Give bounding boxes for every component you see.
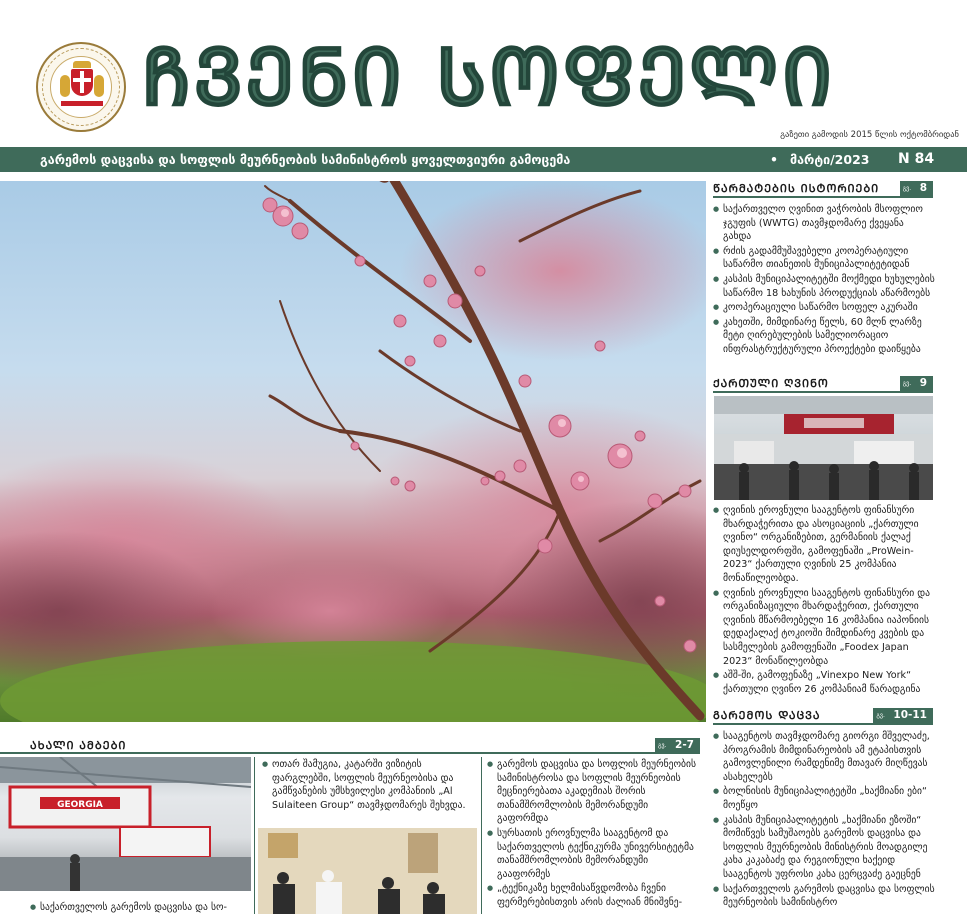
- list-item: ● საქართველო ღვინით ვაჭრობის მსოფლიო ჯგუფის (WWTG) თავმჯდომარე ქვეყანა გახდა: [713, 203, 935, 244]
- list-item: ● გარემოს დაცვისა და სოფლის მეურნეობის სამინისტროსა და სოფლის მეურნეობის მეცნიერებათა აკადემიას შორის თანამშრომლობის მემორანდუმი გაფორმდა: [487, 758, 702, 826]
- issue-number: N 84: [898, 151, 935, 167]
- environment-list: [713, 730, 935, 911]
- blossom-branch-illustration: [0, 181, 706, 722]
- list-item: ● „ტექნიკაზე ხელმისაწვდომობა ჩვენი ფერმერებისთვის არის ძალიან მნიშვნე-: [487, 882, 702, 909]
- list-item: ● საქართველოს გარემოს დაცვისა და სოფლის მეურნეობის სამინისტრო: [713, 883, 935, 910]
- list-item: ● კახეთში, მიმდინარე წელს, 60 მლნ ლარზე მეტი ღირებულების სამელიორაციო ინფრასტრუქტურული პროექტები დაიწყება: [713, 316, 935, 357]
- georgian-wine-list: [713, 504, 935, 697]
- list-item: ● კოოპერაციული საწარმო სოფელ აკურაში: [713, 301, 935, 315]
- issue-date: მარტი/2023: [790, 152, 870, 167]
- list-item: ● ოთარ შამუგია, კატარში ვიზიტის ფარგლებში, სოფლის მეურნეობისა და გამწვანების უმსხვილესი კომპანიის „Al Sulaiteen Group“ თავმჯდომარეს შეხვდა.: [262, 758, 476, 812]
- booth-sign-text: GEORGIA: [57, 800, 103, 810]
- newspaper-title: ᲩᲕᲔᲜᲘ ᲡᲝᲤᲔᲚᲘ: [142, 32, 836, 123]
- section-title: ᲬᲐᲠᲛᲐᲢᲔᲑᲘᲡ ᲘᲡᲢᲝᲠᲘᲔᲑᲘ: [713, 182, 880, 195]
- section-header-georgian-wine: [713, 376, 933, 393]
- wine-expo-photo: [714, 396, 933, 500]
- page-badge: გვ. 10-11: [873, 708, 933, 723]
- list-item: ● სააგენტოს თავმჯდომარე გიორგი მშველაძე, პროგრამის მიმდინარეობის ამ ეტაპისთვის გამოვლენილი რამდენიმე მთავარ მიღწევას ასახელებს: [713, 730, 935, 784]
- section-header-news: [0, 738, 700, 754]
- list-item: ● სურსათის ეროვნულმა სააგენტომ და საქართველოს ტექნიკურმა უნივერსიტეტმა თანამშრომლობის მემორანდუმი გააფორმეს: [487, 827, 702, 881]
- list-item: ● ბოლნისის მუნიციპალიტეტში „ხაქმიანი ები“ მოეწყო: [713, 785, 935, 812]
- section-header-environment: [713, 708, 933, 725]
- masthead-band: [0, 147, 967, 172]
- band-separator: •: [770, 152, 778, 167]
- list-item: ● აშშ-ში, გამოფენაზე „Vinexpo New York“ ქართული ღვინო 26 კომპანიამ წარადგინა: [713, 669, 935, 696]
- section-header-success-stories: [713, 181, 933, 198]
- ministry-seal-logo: [36, 42, 126, 132]
- publisher-subtitle: გარემოს დაცვისა და სოფლის მეურნეობის სამინისტროს ყოველთვიური გამოცემა: [40, 152, 571, 167]
- list-item: ● საქართველოს გარემოს დაცვისა და სო-: [30, 901, 252, 914]
- page-badge: გვ. 2-7: [655, 738, 700, 753]
- column-divider: [481, 757, 482, 914]
- georgia-expo-booth-photo: [0, 757, 251, 891]
- section-title: ᲐᲮᲐᲚᲘ ᲐᲛᲑᲔᲑᲘ: [30, 739, 127, 752]
- cover-photo-blossom-branch: [0, 181, 706, 722]
- list-item: ● ღვინის ეროვნული სააგენტოს ფინანსური მხარდაჭერითა და ასოციაციის „ქართული ღვინო“ ორგანიზებით, გერმანიის ქალაქ დიუსელდორფში, გამოფენაში „ProWein-2023“ ქართული ღვინის 25 კომპანია მონაწილეობდა.: [713, 504, 935, 586]
- column-divider: [254, 757, 255, 914]
- coat-of-arms-icon: [50, 56, 112, 118]
- list-item: ● ღვინის ეროვნული სააგენტოს ფინანსური და ორგანიზაციული მხარდაჭერით, ქართული ღვინის მწარმოებელი 16 კომპანია იაპონიის დედაქალაქ ტოკიოში მიმდინარე კვების და სასმელების გამოფენაში „Foodex Japan 2023“ მონაწილეობდა: [713, 587, 935, 669]
- success-stories-list: [713, 203, 935, 358]
- published-since: გაზეთი გამოდის 2015 წლის ოქტომბრიდან: [780, 130, 959, 140]
- list-item: ● კასპის მუნიციპალიტეტის „ხაქმიანი ეზოში“ მომიწვეს სამუშაოებს გარემოს დაცვისა და სოფლის მეურნეობის მინისტრის მოადგილე კახა კაკაბაძე და რეგიონული ხაქეიდ სააგენტოს უფროსი კახა ცერცვაძე გაეცნენ: [713, 814, 935, 882]
- list-item: ● რძის გადამმუშავებელი კოოპერატიული საწარმო თიანეთის მუნიციპალიტეტიდან: [713, 245, 935, 272]
- page-badge: გვ. 8: [900, 181, 933, 196]
- qatar-meeting-photo: [258, 828, 477, 914]
- news-list-col3: [487, 758, 702, 911]
- list-item: ● კასპის მუნიციპალიტეტში მოქმედი ხუხულების საწარმო 18 ხახუნის პროდუქციას აწარმოებს: [713, 273, 935, 300]
- section-title: ᲒᲐᲠᲔᲛᲝᲡ ᲓᲐᲪᲕᲐ: [713, 709, 821, 722]
- news-list-col2: [262, 758, 476, 813]
- section-title: ᲥᲐᲠᲗᲣᲚᲘ ᲦᲕᲘᲜᲝ: [713, 377, 829, 390]
- news-list-col1: [30, 901, 252, 914]
- page-badge: გვ. 9: [900, 376, 933, 391]
